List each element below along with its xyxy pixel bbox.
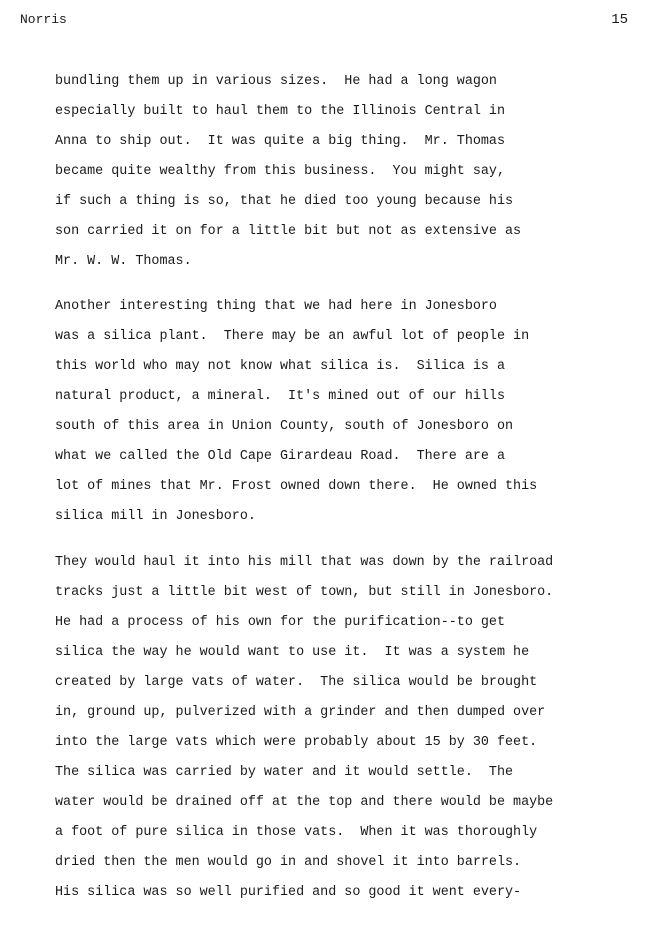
text-line: was a silica plant. There may be an awful lot of people in [55,329,530,344]
text-line: Mr. W. W. Thomas. [55,254,192,269]
text-line: His silica was so well purified and so good it went every- [55,885,522,900]
paragraph-1 [55,67,635,277]
text-line: The silica was carried by water and it would settle. The [55,765,514,780]
text-line: silica the way he would want to use it. It was a system he [55,645,530,660]
text-line: lot of mines that Mr. Frost owned down there. He owned this [55,479,538,494]
running-header-author: Norris [20,12,67,27]
text-line: created by large vats of water. The silica would be brought [55,675,538,690]
text-line: became quite wealthy from this business. You might say, [55,164,505,179]
text-line: natural product, a mineral. It's mined out of our hills [55,389,505,404]
text-line: into the large vats which were probably about 15 by 30 feet. [55,735,538,750]
page-number: 15 [611,12,628,28]
text-line: He had a process of his own for the purification--to get [55,615,505,630]
text-line: bundling them up in various sizes. He had a long wagon [55,74,497,89]
text-line: in, ground up, pulverized with a grinder and then dumped over [55,705,546,720]
text-line: south of this area in Union County, south of Jonesboro on [55,419,514,434]
paragraph-3 [55,548,635,908]
text-line: tracks just a little bit west of town, but still in Jonesboro. [55,585,554,600]
text-line: if such a thing is so, that he died too young because his [55,194,514,209]
text-line: what we called the Old Cape Girardeau Road. There are a [55,449,505,464]
text-line: silica mill in Jonesboro. [55,509,256,524]
text-line: Another interesting thing that we had here in Jonesboro [55,299,497,314]
text-line: a foot of pure silica in those vats. When it was thoroughly [55,825,538,840]
text-line: dried then the men would go in and shovel it into barrels. [55,855,522,870]
text-line: this world who may not know what silica is. Silica is a [55,359,505,374]
paragraph-2 [55,292,635,532]
text-line: Anna to ship out. It was quite a big thing. Mr. Thomas [55,134,505,149]
text-line: water would be drained off at the top and there would be maybe [55,795,554,810]
text-line: especially built to haul them to the Illinois Central in [55,104,505,119]
text-line: son carried it on for a little bit but not as extensive as [55,224,522,239]
text-line: They would haul it into his mill that was down by the railroad [55,555,554,570]
